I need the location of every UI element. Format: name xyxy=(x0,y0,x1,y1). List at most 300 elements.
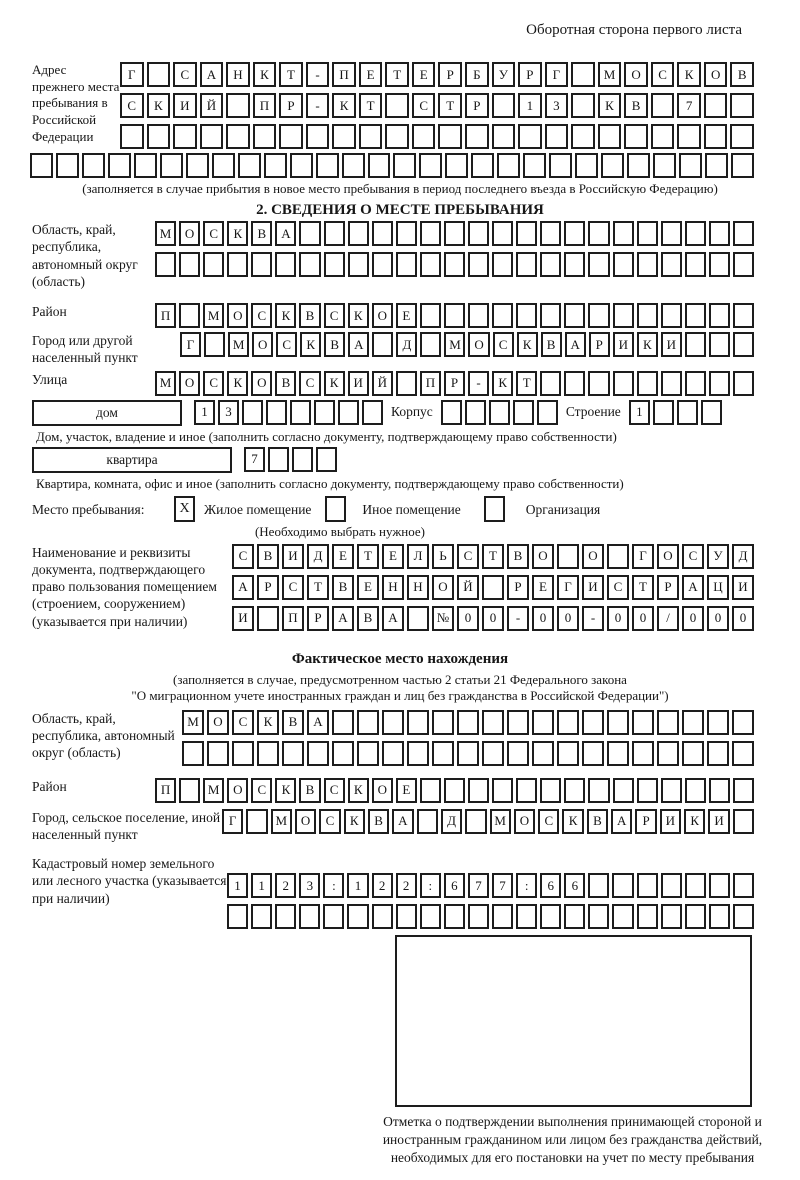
char-box[interactable] xyxy=(588,252,609,277)
char-box[interactable] xyxy=(537,400,558,425)
char-box[interactable]: Г xyxy=(545,62,569,87)
char-box[interactable]: 1 xyxy=(629,400,650,425)
char-box[interactable]: М xyxy=(155,371,176,396)
char-box[interactable] xyxy=(316,153,339,178)
char-box[interactable]: 0 xyxy=(707,606,729,631)
char-box[interactable] xyxy=(226,93,250,118)
char-box[interactable] xyxy=(279,124,303,149)
char-box[interactable] xyxy=(492,93,516,118)
char-box[interactable]: В xyxy=(332,575,354,600)
char-box[interactable]: С xyxy=(203,371,224,396)
char-box[interactable]: М xyxy=(228,332,249,357)
char-box[interactable]: М xyxy=(155,221,176,246)
char-box[interactable]: К xyxy=(637,332,658,357)
char-box[interactable] xyxy=(82,153,105,178)
char-box[interactable]: О xyxy=(227,303,248,328)
char-box[interactable] xyxy=(523,153,546,178)
char-box[interactable]: / xyxy=(657,606,679,631)
char-box[interactable] xyxy=(730,124,754,149)
char-box[interactable]: В xyxy=(587,809,608,834)
char-box[interactable]: А xyxy=(392,809,413,834)
char-box[interactable] xyxy=(385,93,409,118)
char-box[interactable] xyxy=(657,710,679,735)
char-box[interactable]: Р xyxy=(444,371,465,396)
char-box[interactable]: 6 xyxy=(564,873,585,898)
char-box[interactable] xyxy=(382,710,404,735)
char-box[interactable] xyxy=(637,221,658,246)
char-box[interactable]: К xyxy=(275,778,296,803)
char-box[interactable]: Г xyxy=(222,809,243,834)
char-box[interactable]: 0 xyxy=(732,606,754,631)
char-box[interactable] xyxy=(704,124,728,149)
char-box[interactable] xyxy=(733,904,754,929)
char-box[interactable] xyxy=(637,873,658,898)
char-box[interactable] xyxy=(417,809,438,834)
char-box[interactable]: П xyxy=(253,93,277,118)
char-box[interactable] xyxy=(203,252,224,277)
char-box[interactable] xyxy=(482,575,504,600)
char-box[interactable] xyxy=(733,252,754,277)
char-box[interactable]: А xyxy=(565,332,586,357)
char-box[interactable]: В xyxy=(730,62,754,87)
char-box[interactable] xyxy=(707,710,729,735)
char-box[interactable] xyxy=(338,400,359,425)
char-box[interactable] xyxy=(432,710,454,735)
char-box[interactable]: 1 xyxy=(194,400,215,425)
char-box[interactable] xyxy=(518,124,542,149)
char-box[interactable] xyxy=(540,778,561,803)
char-box[interactable]: С xyxy=(232,544,254,569)
char-box[interactable] xyxy=(179,303,200,328)
char-box[interactable]: К xyxy=(332,93,356,118)
char-box[interactable]: К xyxy=(275,303,296,328)
char-box[interactable] xyxy=(200,124,224,149)
char-box[interactable]: С xyxy=(203,221,224,246)
char-box[interactable]: Р xyxy=(657,575,679,600)
char-box[interactable]: Л xyxy=(407,544,429,569)
char-box[interactable] xyxy=(348,252,369,277)
char-box[interactable] xyxy=(412,124,436,149)
char-box[interactable] xyxy=(226,124,250,149)
char-box[interactable]: В xyxy=(624,93,648,118)
char-box[interactable] xyxy=(637,904,658,929)
char-box[interactable]: С xyxy=(324,778,345,803)
char-box[interactable]: И xyxy=(348,371,369,396)
char-box[interactable] xyxy=(492,303,513,328)
char-box[interactable] xyxy=(253,124,277,149)
char-box[interactable] xyxy=(227,904,248,929)
char-box[interactable]: А xyxy=(682,575,704,600)
char-box[interactable]: С xyxy=(412,93,436,118)
char-box[interactable]: А xyxy=(307,710,329,735)
char-box[interactable]: К xyxy=(227,371,248,396)
char-box[interactable]: Р xyxy=(257,575,279,600)
char-box[interactable] xyxy=(357,710,379,735)
char-box[interactable]: П xyxy=(420,371,441,396)
char-box[interactable] xyxy=(707,741,729,766)
char-box[interactable] xyxy=(701,400,722,425)
char-box[interactable] xyxy=(540,371,561,396)
char-box[interactable]: К xyxy=(492,371,513,396)
char-box[interactable]: И xyxy=(708,809,729,834)
char-box[interactable] xyxy=(679,153,702,178)
char-box[interactable] xyxy=(465,400,486,425)
char-box[interactable]: В xyxy=(299,303,320,328)
char-box[interactable]: - xyxy=(306,93,330,118)
char-box[interactable]: О xyxy=(432,575,454,600)
char-box[interactable] xyxy=(564,778,585,803)
char-box[interactable]: С xyxy=(493,332,514,357)
char-box[interactable] xyxy=(468,904,489,929)
char-box[interactable] xyxy=(709,904,730,929)
char-box[interactable]: Н xyxy=(382,575,404,600)
char-box[interactable] xyxy=(385,124,409,149)
char-box[interactable]: Е xyxy=(396,303,417,328)
char-box[interactable] xyxy=(571,124,595,149)
char-box[interactable] xyxy=(492,904,513,929)
char-box[interactable] xyxy=(516,904,537,929)
char-box[interactable] xyxy=(704,93,728,118)
char-box[interactable]: Т xyxy=(632,575,654,600)
char-box[interactable] xyxy=(30,153,53,178)
char-box[interactable]: Г xyxy=(557,575,579,600)
char-box[interactable] xyxy=(516,252,537,277)
char-box[interactable] xyxy=(186,153,209,178)
char-box[interactable]: В xyxy=(324,332,345,357)
char-box[interactable]: М xyxy=(182,710,204,735)
char-box[interactable] xyxy=(661,303,682,328)
char-box[interactable]: : xyxy=(516,873,537,898)
char-box[interactable] xyxy=(407,606,429,631)
char-box[interactable] xyxy=(637,303,658,328)
char-box[interactable] xyxy=(444,252,465,277)
char-box[interactable] xyxy=(532,710,554,735)
char-box[interactable]: Т xyxy=(279,62,303,87)
char-box[interactable] xyxy=(173,124,197,149)
char-box[interactable]: : xyxy=(420,873,441,898)
char-box[interactable]: В xyxy=(507,544,529,569)
char-box[interactable]: С xyxy=(457,544,479,569)
char-box[interactable] xyxy=(732,710,754,735)
char-box[interactable] xyxy=(362,400,383,425)
char-box[interactable] xyxy=(557,544,579,569)
char-box[interactable] xyxy=(733,809,754,834)
char-box[interactable] xyxy=(324,221,345,246)
char-box[interactable]: Е xyxy=(359,62,383,87)
char-box[interactable]: 3 xyxy=(545,93,569,118)
char-box[interactable] xyxy=(266,400,287,425)
char-box[interactable]: К xyxy=(562,809,583,834)
char-box[interactable]: М xyxy=(444,332,465,357)
char-box[interactable] xyxy=(733,332,754,357)
char-box[interactable]: Н xyxy=(407,575,429,600)
char-box[interactable]: А xyxy=(275,221,296,246)
char-box[interactable] xyxy=(612,873,633,898)
char-box[interactable] xyxy=(155,252,176,277)
char-box[interactable]: С xyxy=(607,575,629,600)
char-box[interactable]: О xyxy=(251,371,272,396)
char-box[interactable] xyxy=(613,371,634,396)
char-box[interactable] xyxy=(438,124,462,149)
char-box[interactable]: К xyxy=(253,62,277,87)
char-box[interactable]: У xyxy=(707,544,729,569)
char-box[interactable] xyxy=(685,303,706,328)
char-box[interactable] xyxy=(207,741,229,766)
char-box[interactable] xyxy=(332,741,354,766)
char-box[interactable] xyxy=(468,221,489,246)
char-box[interactable] xyxy=(465,809,486,834)
char-box[interactable]: 0 xyxy=(457,606,479,631)
char-box[interactable] xyxy=(372,221,393,246)
char-box[interactable] xyxy=(564,371,585,396)
char-box[interactable]: О xyxy=(532,544,554,569)
char-box[interactable]: В xyxy=(275,371,296,396)
char-box[interactable] xyxy=(332,710,354,735)
char-box[interactable] xyxy=(516,778,537,803)
char-box[interactable] xyxy=(182,741,204,766)
char-box[interactable]: О xyxy=(295,809,316,834)
char-box[interactable]: В xyxy=(299,778,320,803)
char-box[interactable] xyxy=(637,252,658,277)
char-box[interactable] xyxy=(607,544,629,569)
char-box[interactable]: С xyxy=(251,303,272,328)
char-box[interactable]: К xyxy=(517,332,538,357)
char-box[interactable]: 2 xyxy=(275,873,296,898)
char-box[interactable]: С xyxy=(232,710,254,735)
char-box[interactable]: Р xyxy=(438,62,462,87)
char-box[interactable] xyxy=(627,153,650,178)
char-box[interactable] xyxy=(733,303,754,328)
char-box[interactable] xyxy=(242,400,263,425)
char-box[interactable]: И xyxy=(661,332,682,357)
char-box[interactable] xyxy=(382,741,404,766)
char-box[interactable] xyxy=(359,124,383,149)
char-box[interactable] xyxy=(651,93,675,118)
char-box[interactable] xyxy=(513,400,534,425)
char-box[interactable] xyxy=(396,252,417,277)
char-box[interactable] xyxy=(290,400,311,425)
char-box[interactable]: О xyxy=(252,332,273,357)
char-box[interactable] xyxy=(275,904,296,929)
char-box[interactable] xyxy=(588,371,609,396)
char-box[interactable]: Ц xyxy=(707,575,729,600)
char-box[interactable]: С xyxy=(276,332,297,357)
char-box[interactable]: С xyxy=(682,544,704,569)
char-box[interactable] xyxy=(299,904,320,929)
char-box[interactable] xyxy=(468,252,489,277)
char-box[interactable]: 6 xyxy=(444,873,465,898)
checkbox-inoe[interactable] xyxy=(325,496,346,522)
char-box[interactable] xyxy=(575,153,598,178)
char-box[interactable] xyxy=(549,153,572,178)
char-box[interactable] xyxy=(407,710,429,735)
char-box[interactable] xyxy=(661,904,682,929)
char-box[interactable] xyxy=(232,741,254,766)
char-box[interactable] xyxy=(264,153,287,178)
char-box[interactable] xyxy=(632,741,654,766)
char-box[interactable] xyxy=(709,303,730,328)
char-box[interactable]: О xyxy=(582,544,604,569)
char-box[interactable] xyxy=(705,153,728,178)
char-box[interactable] xyxy=(653,400,674,425)
char-box[interactable] xyxy=(685,904,706,929)
char-box[interactable]: А xyxy=(382,606,404,631)
char-box[interactable]: Т xyxy=(438,93,462,118)
char-box[interactable] xyxy=(482,710,504,735)
char-box[interactable]: Р xyxy=(507,575,529,600)
char-box[interactable]: Т xyxy=(357,544,379,569)
char-box[interactable]: К xyxy=(344,809,365,834)
char-box[interactable]: И xyxy=(232,606,254,631)
char-box[interactable] xyxy=(444,778,465,803)
char-box[interactable]: Р xyxy=(635,809,656,834)
checkbox-org[interactable] xyxy=(484,496,505,522)
char-box[interactable]: П xyxy=(282,606,304,631)
char-box[interactable] xyxy=(372,904,393,929)
char-box[interactable]: Т xyxy=(359,93,383,118)
char-box[interactable]: С xyxy=(651,62,675,87)
char-box[interactable]: - xyxy=(582,606,604,631)
char-box[interactable] xyxy=(420,303,441,328)
char-box[interactable] xyxy=(179,778,200,803)
char-box[interactable] xyxy=(393,153,416,178)
char-box[interactable]: А xyxy=(611,809,632,834)
char-box[interactable] xyxy=(396,221,417,246)
char-box[interactable]: С xyxy=(299,371,320,396)
char-box[interactable]: К xyxy=(147,93,171,118)
char-box[interactable]: О xyxy=(207,710,229,735)
char-box[interactable]: К xyxy=(257,710,279,735)
char-box[interactable]: В xyxy=(282,710,304,735)
char-box[interactable] xyxy=(348,221,369,246)
char-box[interactable] xyxy=(420,221,441,246)
char-box[interactable] xyxy=(432,741,454,766)
char-box[interactable] xyxy=(632,710,654,735)
char-box[interactable]: К xyxy=(598,93,622,118)
checkbox-zhiloe[interactable]: X xyxy=(174,496,195,522)
char-box[interactable] xyxy=(444,221,465,246)
char-box[interactable]: Т xyxy=(482,544,504,569)
char-box[interactable] xyxy=(268,447,289,472)
char-box[interactable] xyxy=(709,778,730,803)
char-box[interactable]: 1 xyxy=(347,873,368,898)
char-box[interactable]: Д xyxy=(307,544,329,569)
char-box[interactable]: 6 xyxy=(540,873,561,898)
char-box[interactable] xyxy=(420,332,441,357)
char-box[interactable] xyxy=(372,252,393,277)
char-box[interactable] xyxy=(471,153,494,178)
char-box[interactable] xyxy=(685,332,706,357)
char-box[interactable]: П xyxy=(332,62,356,87)
char-box[interactable]: Г xyxy=(120,62,144,87)
char-box[interactable]: 3 xyxy=(299,873,320,898)
char-box[interactable] xyxy=(564,252,585,277)
char-box[interactable] xyxy=(212,153,235,178)
char-box[interactable] xyxy=(316,447,337,472)
char-box[interactable] xyxy=(657,741,679,766)
char-box[interactable] xyxy=(677,400,698,425)
char-box[interactable]: С xyxy=(538,809,559,834)
char-box[interactable]: О xyxy=(179,371,200,396)
char-box[interactable] xyxy=(257,606,279,631)
char-box[interactable]: 1 xyxy=(251,873,272,898)
char-box[interactable]: Р xyxy=(518,62,542,87)
char-box[interactable]: О xyxy=(468,332,489,357)
char-box[interactable]: Е xyxy=(412,62,436,87)
char-box[interactable] xyxy=(227,252,248,277)
char-box[interactable] xyxy=(482,741,504,766)
char-box[interactable] xyxy=(588,778,609,803)
char-box[interactable] xyxy=(661,221,682,246)
char-box[interactable] xyxy=(730,93,754,118)
char-box[interactable] xyxy=(733,873,754,898)
char-box[interactable]: Й xyxy=(457,575,479,600)
char-box[interactable]: О xyxy=(657,544,679,569)
char-box[interactable] xyxy=(709,371,730,396)
char-box[interactable] xyxy=(420,778,441,803)
char-box[interactable] xyxy=(516,303,537,328)
char-box[interactable] xyxy=(588,221,609,246)
char-box[interactable] xyxy=(347,904,368,929)
char-box[interactable] xyxy=(357,741,379,766)
char-box[interactable] xyxy=(571,93,595,118)
char-box[interactable]: У xyxy=(492,62,516,87)
char-box[interactable]: Н xyxy=(226,62,250,87)
char-box[interactable] xyxy=(457,741,479,766)
char-box[interactable]: Р xyxy=(589,332,610,357)
char-box[interactable] xyxy=(709,252,730,277)
char-box[interactable] xyxy=(489,400,510,425)
char-box[interactable]: К xyxy=(300,332,321,357)
char-box[interactable] xyxy=(733,778,754,803)
char-box[interactable] xyxy=(545,124,569,149)
char-box[interactable] xyxy=(624,124,648,149)
char-box[interactable]: 7 xyxy=(492,873,513,898)
char-box[interactable]: 0 xyxy=(532,606,554,631)
char-box[interactable]: В xyxy=(357,606,379,631)
char-box[interactable]: М xyxy=(203,303,224,328)
char-box[interactable]: Й xyxy=(200,93,224,118)
char-box[interactable]: К xyxy=(677,62,701,87)
char-box[interactable] xyxy=(588,303,609,328)
char-box[interactable]: 2 xyxy=(372,873,393,898)
char-box[interactable] xyxy=(282,741,304,766)
char-box[interactable] xyxy=(685,252,706,277)
char-box[interactable] xyxy=(564,904,585,929)
char-box[interactable] xyxy=(444,904,465,929)
char-box[interactable]: 3 xyxy=(218,400,239,425)
char-box[interactable] xyxy=(685,778,706,803)
char-box[interactable] xyxy=(732,741,754,766)
char-box[interactable] xyxy=(613,221,634,246)
char-box[interactable] xyxy=(465,124,489,149)
char-box[interactable] xyxy=(307,741,329,766)
char-box[interactable] xyxy=(419,153,442,178)
char-box[interactable] xyxy=(457,710,479,735)
char-box[interactable] xyxy=(396,904,417,929)
char-box[interactable]: Ь xyxy=(432,544,454,569)
char-box[interactable] xyxy=(607,741,629,766)
char-box[interactable]: Г xyxy=(632,544,654,569)
char-box[interactable]: В xyxy=(368,809,389,834)
char-box[interactable] xyxy=(324,252,345,277)
char-box[interactable]: И xyxy=(660,809,681,834)
char-box[interactable] xyxy=(507,710,529,735)
char-box[interactable]: К xyxy=(348,303,369,328)
char-box[interactable]: 7 xyxy=(468,873,489,898)
char-box[interactable] xyxy=(468,778,489,803)
char-box[interactable] xyxy=(445,153,468,178)
